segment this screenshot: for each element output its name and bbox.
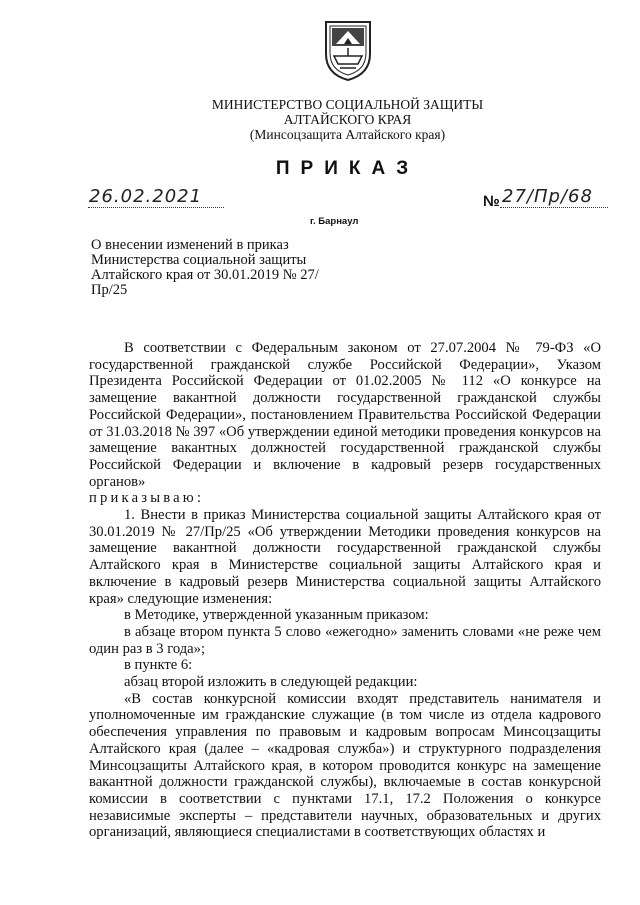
paragraph-second-abzac: абзац второй изложить в следующей редакции:: [124, 674, 418, 691]
paragraph-preamble: В соответствии с Федеральным законом от 27.07.2004 № 79-ФЗ «О государственной гражданской службе Российской Федерации», Указом Президента Российской Федерации от 01.02.2005 № 112 «О конкурсе на замещение вакантной должности государственной гражданской службы Российской Федерации», постановлением Правительства Российской Федерации от 31.03.2018 № 397 «Об утверждении единой методики проведения конкурсов на замещение вакантных должностей государственной гражданской службы Российской Федерации и включение в кадровый резерв государственных органов»: [89, 340, 601, 490]
coat-of-arms-emblem: [322, 18, 374, 82]
paragraph-item-1: 1. Внести в приказ Министерства социальной защиты Алтайского края от 30.01.2019 № 27/Пр/25 «Об утверждении Методики проведения конкурсов на замещение вакантной должности государственной гражданской службы Алтайского края в Министерстве социальной защиты Алтайского края и включение в кадровый резерв Министерства социальной защиты Алтайского края» следующие изменения:: [89, 507, 601, 607]
city-name: г. Барнаул: [310, 216, 359, 227]
document-date: 26.02.2021: [89, 186, 203, 207]
number-label: №: [483, 193, 500, 210]
number-underline: [500, 207, 608, 208]
document-number: 27/Пр/68: [502, 186, 593, 207]
ministry-header: [0, 97, 640, 142]
date-underline: [88, 207, 224, 208]
paragraph-methodology: в Методике, утвержденной указанным приказом:: [124, 607, 429, 624]
ministry-short-name: (Минсоцзащита Алтайского края): [249, 127, 446, 142]
paragraph-order-word: приказываю:: [89, 490, 205, 507]
ministry-name-line2: АЛТАЙСКОГО КРАЯ: [283, 112, 412, 127]
paragraph-point-6: в пункте 6:: [124, 657, 193, 674]
document-type-title: ПРИКАЗ: [275, 158, 420, 179]
paragraph-point-5: в абзаце втором пункта 5 слово «ежегодно» заменить словами «не реже чем один раз в 3 года»;: [89, 623, 601, 657]
paragraph-commission: «В состав конкурсной комиссии входят представитель нанимателя и уполномоченные им гражданские служащие (в том числе из отдела кадрового обеспечения управления по правовым и кадровым вопросам Минсоцзащиты Алтайского края (далее – «кадровая служба») и структурного подразделения Минсоцзащиты Алтайского края, в котором проводится конкурс на замещение вакантной должности гражданской службы), включаемые в состав конкурсной комиссии в соответствии с пунктами 17.1, 17.2 Положения о конкурсе независимые эксперты – представители научных, образовательных и других организаций, являющиеся специалистами в соответствующих областях и: [89, 690, 601, 841]
ministry-name-line1: МИНИСТЕРСТВО СОЦИАЛЬНОЙ ЗАЩИТЫ: [211, 97, 484, 112]
document-subject: О внесении изменений в приказ Министерства социальной защиты Алтайского края от 30.01.2019 № 27/Пр/25: [91, 237, 319, 298]
document-body: [89, 340, 601, 841]
